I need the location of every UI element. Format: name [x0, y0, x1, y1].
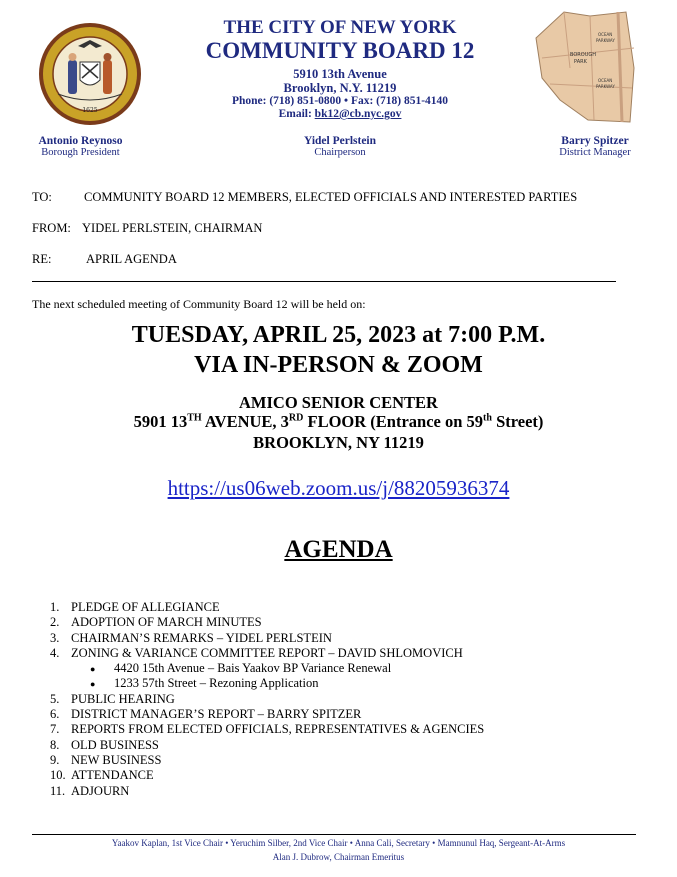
list-item: 11. ADJOURN	[50, 783, 130, 798]
list-item: 10. ATTENDANCE	[50, 768, 154, 783]
nyc-seal-logo	[38, 22, 142, 126]
phone-fax: Phone: (718) 851-0800 • Fax: (718) 851-4140	[231, 95, 449, 107]
intro-text: The next scheduled meeting of Community Board 12 will be held on:	[32, 297, 366, 311]
memo-re-line	[32, 252, 177, 267]
agenda-title: AGENDA	[284, 536, 393, 563]
memo-to-line	[32, 190, 577, 205]
officer-name: Barry Spitzer	[561, 135, 629, 147]
list-item: 4. ZONING & VARIANCE COMMITTEE REPORT – DAVID SHLOMOVICH	[50, 645, 463, 660]
svg-text:OCEAN: OCEAN	[598, 32, 613, 37]
chairperson	[275, 135, 405, 158]
list-item: 1. PLEDGE OF ALLEGIANCE	[50, 600, 220, 614]
list-item: 8. OLD BUSINESS	[50, 737, 159, 752]
svg-text:OCEAN: OCEAN	[598, 78, 613, 83]
board-heading: COMMUNITY BOARD 12	[205, 38, 475, 63]
list-subitem: ● 4420 15th Avenue – Bais Yaakov BP Variance Renewal	[90, 661, 392, 676]
zoom-link-line	[0, 476, 677, 501]
officer-title: Borough President	[41, 147, 120, 158]
memo-value: YIDEL PERLSTEIN, CHAIRMAN	[82, 221, 263, 235]
venue-address: 5901 13TH AVENUE, 3RD FLOOR (Entrance on 59th Street)	[133, 412, 544, 431]
borough-president	[18, 135, 143, 158]
city-heading: THE CITY OF NEW YORK	[223, 17, 457, 38]
memo-label: FROM:	[32, 221, 71, 235]
svg-text:PARKWAY: PARKWAY	[596, 84, 615, 89]
email-label: Email:	[278, 108, 315, 120]
officer-name: Yidel Perlstein	[303, 135, 377, 147]
footer-officers: Yaakov Kaplan, 1st Vice Chair • Yeruchim Silber, 2nd Vice Chair • Anna Cali, Secretary • Mamnunul Haq, Sergeant-At-Arms	[111, 838, 566, 848]
list-item: 7. REPORTS FROM ELECTED OFFICIALS, REPRESENTATIVES & AGENCIES	[50, 722, 485, 737]
meeting-date: TUESDAY, APRIL 25, 2023 at 7:00 P.M.	[131, 322, 546, 348]
divider	[32, 281, 616, 282]
memo-from-line	[32, 221, 262, 236]
district-map	[530, 8, 642, 126]
memo-value: COMMUNITY BOARD 12 MEMBERS, ELECTED OFFICIALS AND INTERESTED PARTIES	[84, 190, 578, 204]
list-item: 5. PUBLIC HEARING	[50, 691, 175, 706]
district-manager	[540, 135, 650, 158]
venue-name: AMICO SENIOR CENTER	[239, 393, 438, 412]
venue-city: BROOKLYN, NY 11219	[253, 433, 424, 452]
list-item: 9. NEW BUSINESS	[50, 752, 162, 767]
memo-label: RE:	[32, 252, 52, 266]
zoom-link[interactable]: https://us06web.zoom.us/j/88205936374	[167, 476, 510, 500]
memo-label: TO:	[32, 190, 52, 204]
footer-divider	[32, 834, 636, 835]
memo-value: APRIL AGENDA	[86, 252, 177, 266]
list-subitem: ● 1233 57th Street – Rezoning Application	[90, 676, 319, 691]
footer-emeritus: Alan J. Dubrow, Chairman Emeritus	[272, 852, 405, 862]
agenda-list	[50, 600, 484, 799]
officer-title: District Manager	[559, 147, 631, 158]
svg-text:PARK: PARK	[574, 59, 587, 65]
officer-title: Chairperson	[314, 147, 366, 158]
email-link[interactable]: bk12@cb.nyc.gov	[314, 108, 402, 120]
meeting-mode: VIA IN-PERSON & ZOOM	[194, 352, 483, 378]
list-item: 2. ADOPTION OF MARCH MINUTES	[50, 615, 262, 630]
svg-text:1625: 1625	[82, 107, 98, 114]
svg-text:BOROUGH: BOROUGH	[570, 52, 596, 58]
address-line-1: 5910 13th Avenue	[293, 67, 387, 81]
svg-text:PARKWAY: PARKWAY	[596, 38, 615, 43]
list-item: 3. CHAIRMAN’S REMARKS – YIDEL PERLSTEIN	[50, 630, 332, 645]
officer-name: Antonio Reynoso	[38, 135, 123, 147]
list-item: 6. DISTRICT MANAGER’S REPORT – BARRY SPITZER	[50, 707, 362, 722]
address-line-2: Brooklyn, N.Y. 11219	[283, 81, 397, 95]
email-line	[150, 108, 530, 120]
